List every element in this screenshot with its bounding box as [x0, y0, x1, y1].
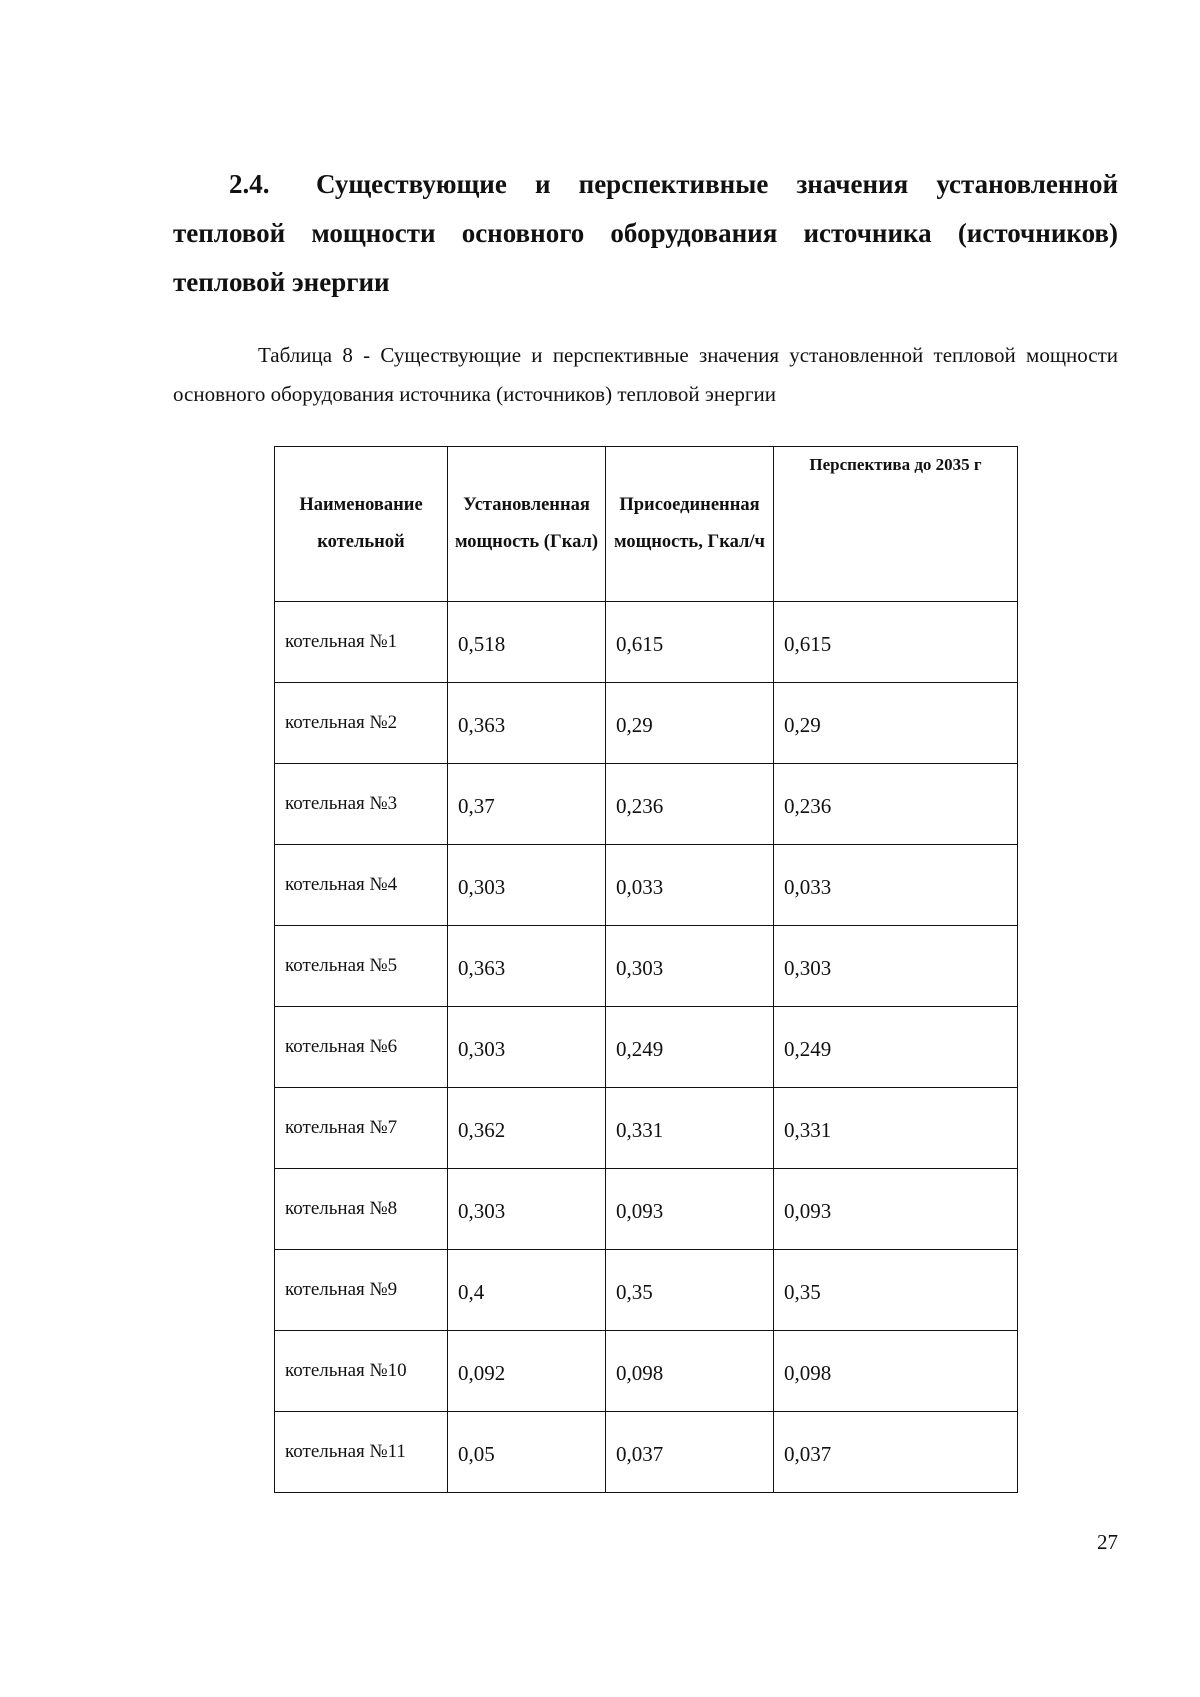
header-installed: Установленная мощность (Гкал) — [448, 447, 606, 602]
cell-perspective-2035: 0,098 — [774, 1331, 1018, 1412]
table-row — [275, 1331, 1018, 1412]
cell-perspective-2035: 0,093 — [774, 1169, 1018, 1250]
cell-connected-capacity: 0,331 — [606, 1088, 774, 1169]
cell-boiler-name: котельная №2 — [275, 683, 448, 764]
table-row — [275, 602, 1018, 683]
table-row — [275, 1169, 1018, 1250]
section-title: Существующие и перспективные значения установленной тепловой мощности основного оборудования источника (источников) тепловой энергии — [173, 169, 1118, 297]
table-row — [275, 1088, 1018, 1169]
table-row — [275, 1412, 1018, 1493]
cell-connected-capacity: 0,093 — [606, 1169, 774, 1250]
cell-boiler-name: котельная №10 — [275, 1331, 448, 1412]
cell-installed-capacity: 0,4 — [448, 1250, 606, 1331]
table-header-row — [275, 447, 1018, 602]
table-caption-text: Таблица 8 - Существующие и перспективные значения установленной тепловой мощности основного оборудования источника (источников) тепловой энергии — [173, 343, 1118, 406]
cell-perspective-2035: 0,033 — [774, 845, 1018, 926]
cell-boiler-name: котельная №8 — [275, 1169, 448, 1250]
cell-installed-capacity: 0,092 — [448, 1331, 606, 1412]
cell-boiler-name: котельная №6 — [275, 1007, 448, 1088]
page-number: 27 — [1097, 1530, 1118, 1554]
table-caption — [173, 336, 1118, 414]
cell-connected-capacity: 0,35 — [606, 1250, 774, 1331]
cell-connected-capacity: 0,249 — [606, 1007, 774, 1088]
table-body — [275, 602, 1018, 1493]
cell-installed-capacity: 0,303 — [448, 1007, 606, 1088]
cell-installed-capacity: 0,518 — [448, 602, 606, 683]
capacity-table — [274, 446, 1018, 1493]
cell-installed-capacity: 0,37 — [448, 764, 606, 845]
cell-boiler-name: котельная №9 — [275, 1250, 448, 1331]
cell-installed-capacity: 0,05 — [448, 1412, 606, 1493]
cell-boiler-name: котельная №7 — [275, 1088, 448, 1169]
cell-connected-capacity: 0,615 — [606, 602, 774, 683]
cell-installed-capacity: 0,362 — [448, 1088, 606, 1169]
cell-installed-capacity: 0,363 — [448, 683, 606, 764]
cell-perspective-2035: 0,236 — [774, 764, 1018, 845]
section-number: 2.4. — [229, 169, 270, 199]
cell-boiler-name: котельная №3 — [275, 764, 448, 845]
table-row — [275, 683, 1018, 764]
cell-installed-capacity: 0,303 — [448, 845, 606, 926]
cell-perspective-2035: 0,29 — [774, 683, 1018, 764]
cell-connected-capacity: 0,303 — [606, 926, 774, 1007]
table-row — [275, 1250, 1018, 1331]
section-heading — [173, 160, 1118, 307]
header-connected: Присоединенная мощность, Гкал/ч — [606, 447, 774, 602]
table-row — [275, 1007, 1018, 1088]
table-row — [275, 845, 1018, 926]
cell-connected-capacity: 0,29 — [606, 683, 774, 764]
cell-boiler-name: котельная №11 — [275, 1412, 448, 1493]
cell-boiler-name: котельная №1 — [275, 602, 448, 683]
cell-perspective-2035: 0,35 — [774, 1250, 1018, 1331]
cell-perspective-2035: 0,303 — [774, 926, 1018, 1007]
header-perspective: Перспектива до 2035 г — [774, 447, 1018, 602]
cell-boiler-name: котельная №5 — [275, 926, 448, 1007]
header-name: Наименование котельной — [275, 447, 448, 602]
cell-connected-capacity: 0,037 — [606, 1412, 774, 1493]
cell-installed-capacity: 0,303 — [448, 1169, 606, 1250]
cell-boiler-name: котельная №4 — [275, 845, 448, 926]
cell-connected-capacity: 0,236 — [606, 764, 774, 845]
cell-perspective-2035: 0,331 — [774, 1088, 1018, 1169]
cell-perspective-2035: 0,249 — [774, 1007, 1018, 1088]
table-row — [275, 926, 1018, 1007]
table-row — [275, 764, 1018, 845]
cell-connected-capacity: 0,098 — [606, 1331, 774, 1412]
cell-perspective-2035: 0,037 — [774, 1412, 1018, 1493]
cell-perspective-2035: 0,615 — [774, 602, 1018, 683]
cell-installed-capacity: 0,363 — [448, 926, 606, 1007]
cell-connected-capacity: 0,033 — [606, 845, 774, 926]
